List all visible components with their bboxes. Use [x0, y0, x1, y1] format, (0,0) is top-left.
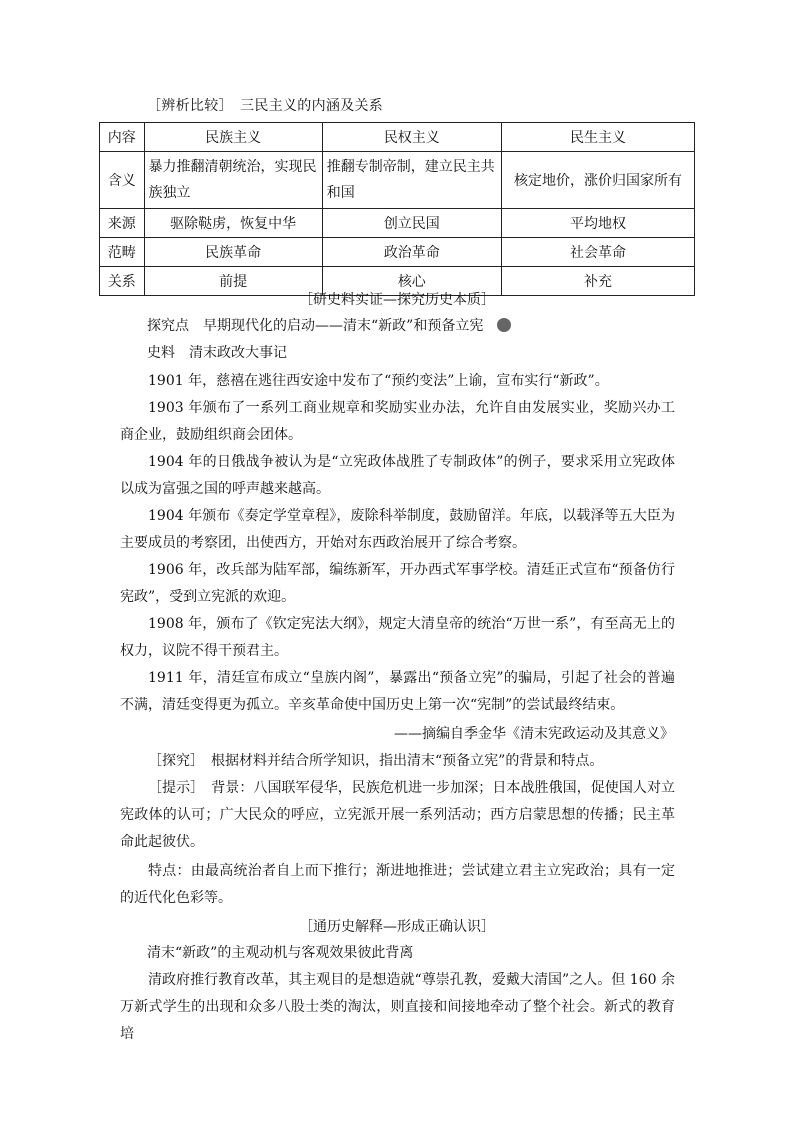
- audio-dot-icon[interactable]: [497, 318, 511, 332]
- hint-paragraph: ［提示］ 背景：八国联军侵华，民族危机进一步加深；日本战胜俄国，促使国人对立宪政体的认可；广大民众的呼应，立宪派开展一系列活动；西方启蒙思想的传播；民主革命此起彼伏。: [120, 780, 675, 850]
- compare-heading: ［辨析比较］ 三民主义的内涵及关系: [147, 98, 384, 114]
- interpretation-subtitle: 清末“新政”的主观动机与客观效果彼此背离: [147, 945, 414, 961]
- table-cell: 含义: [100, 152, 145, 209]
- table-cell: 创立民国: [322, 209, 501, 238]
- table-header-cell: 民生主义: [501, 123, 694, 152]
- table-cell: 范畴: [100, 238, 145, 267]
- table-cell: 来源: [100, 209, 145, 238]
- table-row: [100, 238, 695, 267]
- table-cell: 民族革命: [144, 238, 322, 267]
- table-cell: 核心: [322, 267, 501, 296]
- inquiry-question: ［探究］ 根据材料并结合所学知识，指出清末“预备立宪”的背景和特点。: [148, 753, 604, 769]
- source-paragraph: 1904 年的日俄战争被认为是“立宪政体战胜了专制政体”的例子，要求采用立宪政体以成为富强之国的呼声越来越高。: [120, 454, 675, 497]
- table-header-cell: 民权主义: [322, 123, 501, 152]
- table-header-row: [100, 123, 695, 152]
- inquiry-point-text: 探究点 早期现代化的启动——清末“新政”和预备立宪: [147, 318, 484, 334]
- table-cell: 核定地价，涨价归国家所有: [501, 152, 694, 209]
- table-cell: 社会革命: [501, 238, 694, 267]
- source-paragraph: 1906 年，改兵部为陆军部，编练新军，开办西式军事学校。清廷正式宣布“预备仿行宪政”，受到立宪派的欢迎。: [120, 562, 675, 605]
- table-cell: 关系: [100, 267, 145, 296]
- source-title: 史料 清末政改大事记: [147, 345, 287, 361]
- table-cell: 暴力推翻清朝统治，实现民族独立: [144, 152, 322, 209]
- features-paragraph: 特点：由最高统治者自上而下推行；渐进地推进；尝试建立君主立宪政治；具有一定的近代化色彩等。: [120, 863, 675, 906]
- comparison-table: [99, 122, 695, 296]
- table-header-cell: 内容: [100, 123, 145, 152]
- source-paragraph: 1904 年颁布《奏定学堂章程》，废除科举制度，鼓励留洋。年底，以载泽等五大臣为主要成员的考察团，出使西方，开始对东西政治展开了综合考察。: [120, 508, 675, 551]
- table-row: [100, 152, 695, 209]
- source-paragraph: 1908 年，颁布了《钦定宪法大纲》，规定大清皇帝的统治“万世一系”，有至高无上的权力，议院不得干预君主。: [120, 616, 675, 659]
- section-heading-interpretation: ［通历史解释—形成正确认识］: [299, 919, 495, 935]
- table-cell: 补充: [501, 267, 694, 296]
- table-row: [100, 209, 695, 238]
- table-cell: 政治革命: [322, 238, 501, 267]
- table-header-cell: 民族主义: [144, 123, 322, 152]
- table-cell: 平均地权: [501, 209, 694, 238]
- inquiry-point-line: [147, 313, 511, 340]
- table-cell: 前提: [144, 267, 322, 296]
- section-heading-evidence: ［研史料实证—探究历史本质］: [299, 292, 495, 308]
- source-paragraph: 1903 年颁布了一系列工商业规章和奖励实业办法，允许自由发展实业，奖励兴办工商企业，鼓励组织商会团体。: [120, 400, 675, 443]
- source-paragraph: 1901 年，慈禧在逃往西安途中发布了“预约变法”上谕，宣布实行“新政”。: [148, 373, 609, 389]
- table-cell: 驱除鞑虏，恢复中华: [144, 209, 322, 238]
- source-citation: ——摘编自季金华《清末宪政运动及其意义》: [394, 726, 674, 742]
- interpretation-paragraph: 清政府推行教育改革，其主观目的是想造就“尊崇孔教，爱戴大清国”之人。但 160 余万新式学生的出现和众多八股士类的淘汰，则直接和间接地牵动了整个社会。新式的教育培: [120, 972, 675, 1042]
- source-paragraph: 1911 年，清廷宣布成立“皇族内阁”，暴露出“预备立宪”的骗局，引起了社会的普遍不满，清廷变得更为孤立。辛亥革命使中国历史上第一次“宪制”的尝试最终结束。: [120, 670, 675, 713]
- table-cell: 推翻专制帝制，建立民主共和国: [322, 152, 501, 209]
